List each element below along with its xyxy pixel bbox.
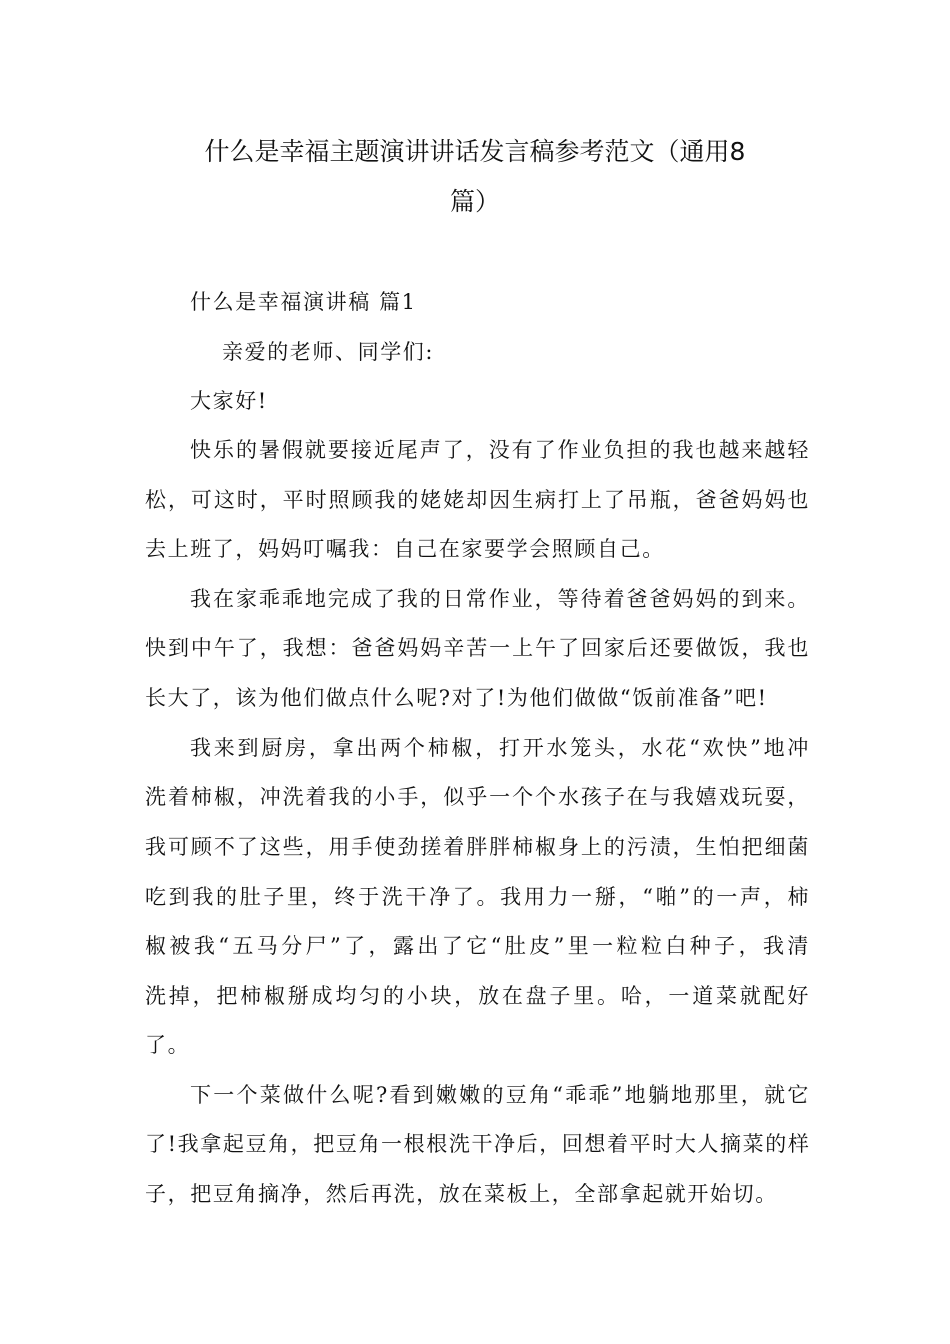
salutation: 亲爱的老师、同学们: — [222, 340, 435, 364]
document-title-line-2: 篇） — [449, 187, 500, 216]
paragraph-1-line-2: 松，可这时，平时照顾我的姥姥却因生病打上了吊瓶，爸爸妈妈也 — [145, 488, 810, 512]
paragraph-4-line-3: 子，把豆角摘净，然后再洗，放在菜板上，全部拿起就开始切。 — [145, 1182, 778, 1206]
paragraph-3-line-2: 洗着柿椒，冲洗着我的小手，似乎一个个水孩子在与我嬉戏玩耍， — [145, 785, 810, 809]
paragraph-2-line-2: 快到中午了，我想：爸爸妈妈辛苦一上午了回家后还要做饭，我也 — [145, 636, 810, 660]
paragraph-1-line-1: 快乐的暑假就要接近尾声了，没有了作业负担的我也越来越轻 — [190, 438, 810, 462]
greeting: 大家好! — [190, 389, 268, 413]
paragraph-3-line-5: 椒被我“五马分尸”了，露出了它“肚皮”里一粒粒白种子，我清 — [145, 934, 810, 958]
paragraph-2-line-1: 我在家乖乖地完成了我的日常作业，等待着爸爸妈妈的到来。 — [190, 587, 810, 611]
paragraph-3-line-1: 我来到厨房，拿出两个柿椒，打开水笼头，水花“欢快”地冲 — [190, 736, 810, 760]
paragraph-3-line-3: 我可顾不了这些，用手使劲搓着胖胖柿椒身上的污渍，生怕把细菌 — [145, 835, 810, 859]
paragraph-4-line-1: 下一个菜做什么呢?看到嫩嫩的豆角“乖乖”地躺地那里，就它 — [190, 1083, 810, 1107]
paragraph-3-line-6: 洗掉，把柿椒掰成均匀的小块，放在盘子里。哈，一道菜就配好 — [145, 984, 810, 1008]
paragraph-3-line-7: 了。 — [145, 1033, 191, 1057]
paragraph-3-line-4: 吃到我的肚子里，终于洗干净了。我用力一掰，“啪”的一声，柿 — [145, 885, 810, 909]
section-heading: 什么是幸福演讲稿 篇1 — [190, 290, 417, 314]
paragraph-2-line-3: 长大了，该为他们做点什么呢?对了!为他们做做“饭前准备”吧! — [145, 686, 768, 710]
paragraph-4-line-2: 了!我拿起豆角，把豆角一根根洗干净后，回想着平时大人摘菜的样 — [145, 1132, 811, 1156]
paragraph-1-line-3: 去上班了，妈妈叮嘱我：自己在家要学会照顾自己。 — [145, 537, 665, 561]
document-title-line-1: 什么是幸福主题演讲讲话发言稿参考范文（通用8 — [204, 137, 746, 166]
